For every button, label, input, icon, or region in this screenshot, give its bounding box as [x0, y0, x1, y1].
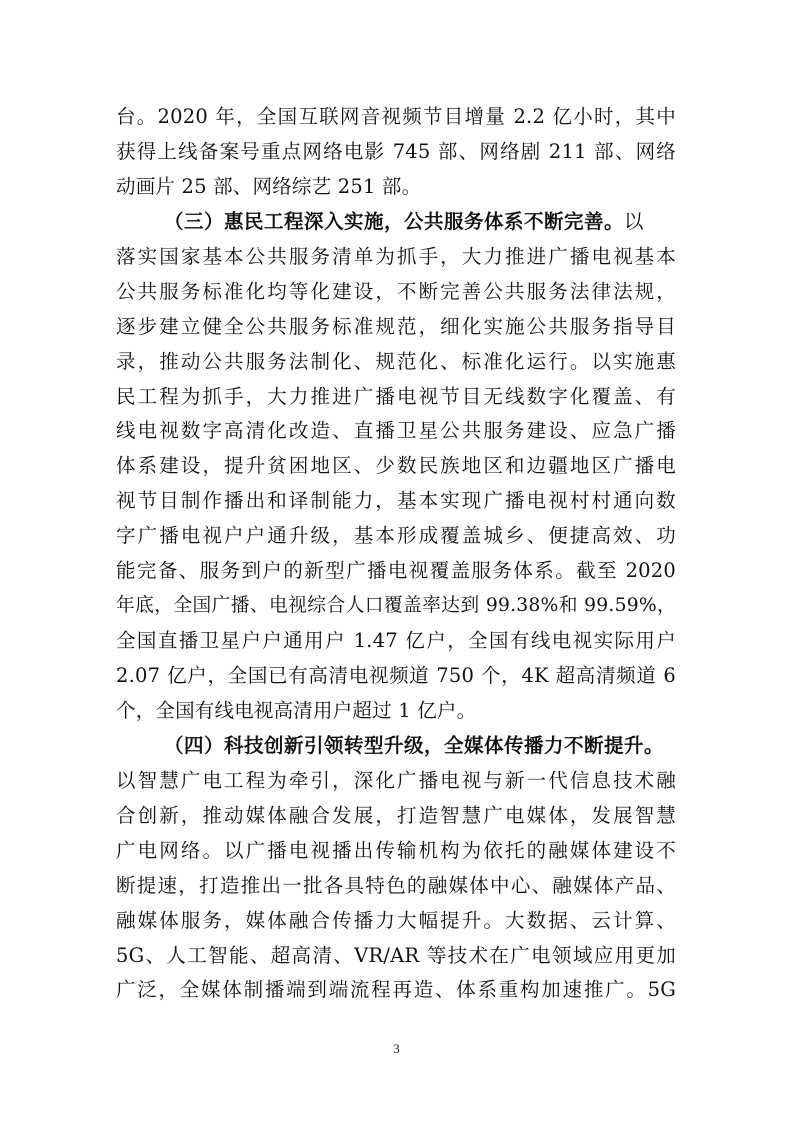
text-line — [116, 135, 676, 170]
line-text: 以 — [624, 209, 645, 233]
text-line — [116, 939, 676, 974]
line-text: 能完备、服务到户的新型广播电视覆盖服务体系。截至 2020 — [116, 559, 676, 583]
line-text: 民工程为抓手，大力推进广播电视节目无线数字化覆盖、有 — [116, 384, 676, 408]
line-text: 合创新，推动媒体融合发展，打造智慧广电媒体，发展智慧 — [116, 803, 676, 827]
text-line — [116, 519, 676, 554]
body-text — [116, 100, 676, 1008]
text-line — [116, 799, 676, 834]
text-line — [116, 589, 676, 624]
text-line — [116, 380, 676, 415]
page-number: 3 — [393, 1041, 400, 1056]
line-text: 台。2020 年，全国互联网音视频节目增量 2.2 亿小时，其中 — [116, 105, 676, 128]
text-line — [116, 694, 676, 729]
line-text: 个，全国有线电视高清用户超过 1 亿户。 — [116, 698, 477, 722]
text-line — [116, 100, 676, 135]
line-text: 动画片 25 部、网络综艺 251 部。 — [116, 174, 422, 198]
text-line — [116, 764, 676, 799]
text-line — [116, 205, 676, 240]
text-line — [116, 170, 676, 205]
line-text: 逐步建立健全公共服务标准规范，细化实施公共服务指导目 — [116, 314, 676, 338]
text-line — [116, 275, 676, 310]
line-text: 5G、人工智能、超高清、VR/AR 等技术在广电领域应用更加 — [116, 943, 676, 967]
line-text: 字广播电视户户通升级，基本形成覆盖城乡、便捷高效、功 — [116, 524, 676, 548]
text-line — [116, 973, 676, 1008]
line-text: 广电网络。以广播电视播出传输机构为依托的融媒体建设不 — [116, 838, 676, 862]
text-line — [116, 869, 676, 904]
line-text: 获得上线备案号重点网络电影 745 部、网络剧 211 部、网络 — [116, 139, 676, 163]
text-line — [116, 345, 676, 380]
text-line — [116, 310, 676, 345]
line-text: 录，推动公共服务法制化、规范化、标准化运行。以实施惠 — [116, 349, 676, 373]
line-text: 断提速，打造推出一批各具特色的融媒体中心、融媒体产品、 — [116, 873, 676, 897]
line-text: 融媒体服务，媒体融合传播力大幅提升。大数据、云计算、 — [116, 908, 676, 932]
text-line — [116, 554, 676, 589]
line-text: 落实国家基本公共服务清单为抓手，大力推进广播电视基本 — [116, 244, 676, 268]
text-line — [116, 729, 676, 764]
section-heading: （三）惠民工程深入实施，公共服务体系不断完善。 — [164, 209, 625, 233]
line-text: 公共服务标准化均等化建设，不断完善公共服务法律法规， — [116, 279, 676, 303]
line-text: 广泛，全媒体制播端到端流程再造、体系重构加速推广。5G — [116, 978, 676, 1002]
line-text: 2.07 亿户，全国已有高清电视频道 750 个，4K 超高清频道 6 — [116, 664, 676, 687]
text-line — [116, 484, 676, 519]
section-heading: （四）科技创新引领转型升级，全媒体传播力不断提升。 — [164, 733, 665, 757]
line-text: 全国直播卫星户户通用户 1.47 亿户，全国有线电视实际用户 — [116, 629, 676, 653]
text-line — [116, 904, 676, 939]
text-line — [116, 414, 676, 449]
line-text: 线电视数字高清化改造、直播卫星公共服务建设、应急广播 — [116, 419, 676, 443]
text-line — [116, 834, 676, 869]
line-text: 视节目制作播出和译制能力，基本实现广播电视村村通向数 — [116, 489, 676, 513]
text-line — [116, 624, 676, 659]
line-text: 体系建设，提升贫困地区、少数民族地区和边疆地区广播电 — [116, 454, 676, 478]
text-line — [116, 240, 676, 275]
line-text: 以智慧广电工程为牵引，深化广播电视与新一代信息技术融 — [116, 768, 676, 792]
line-text: 年底，全国广播、电视综合人口覆盖率达到 99.38%和 99.59%， — [116, 595, 676, 617]
text-line — [116, 659, 676, 694]
text-line — [116, 449, 676, 484]
